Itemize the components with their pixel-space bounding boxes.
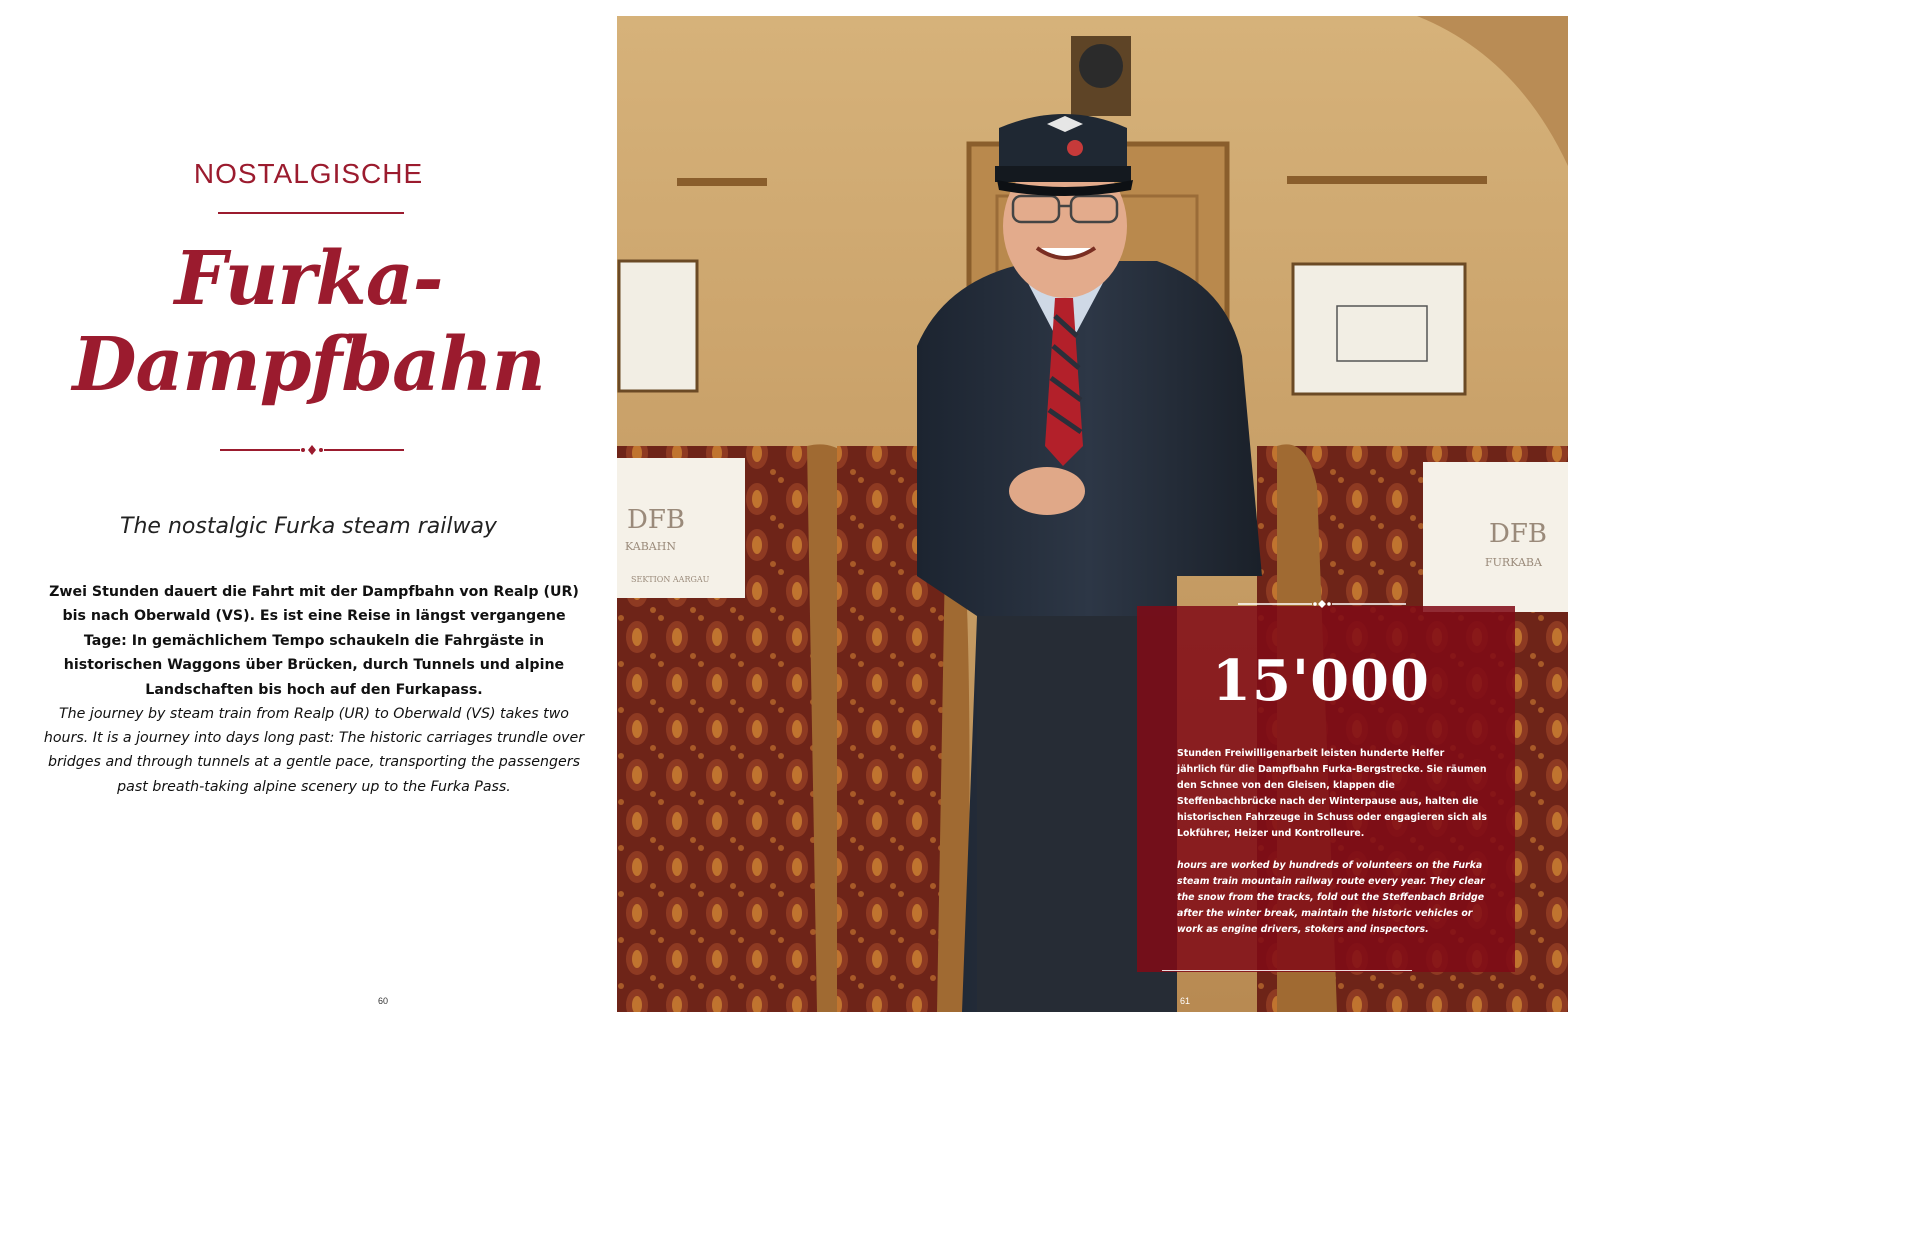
- stat-text-english: hours are worked by hundreds of volunteers on the Furka steam train mountain railway route every year. They clear the snow from the tracks, fold out the Steffenbach Bridge after the winter break, maintain the historic vehicles or work as engine drivers, stokers and inspectors.: [1177, 860, 1485, 935]
- seat-cloth-left-line3: SEKTION AARGAU: [631, 575, 710, 584]
- seat-cloth-right-line1: DFB: [1489, 519, 1547, 549]
- title-line-2: Dampfbahn: [72, 322, 545, 408]
- page-number-right: 61: [1180, 996, 1191, 1006]
- subtitle: The nostalgic Furka steam railway: [120, 514, 497, 539]
- stat-number: 15'000: [1212, 648, 1430, 714]
- heading-rule: [218, 212, 404, 214]
- ornament-divider: [216, 444, 408, 456]
- stat-box-ornament: [1236, 599, 1408, 609]
- page-title: [0, 236, 617, 408]
- stat-text-german: Stunden Freiwilligenarbeit leisten hunderte Helfer jährlich für die Dampfbahn Furka-Bergstrecke. Sie räumen den Schnee von den Gleisen, klappen die Steffenbachbrücke nach der Winterpause aus, halten die historischen Fahrzeuge in Schuss oder engagieren sich als Lokführer, Heizer und Kontrolleure.: [1177, 748, 1487, 839]
- title-line-1: Furka-: [174, 236, 443, 322]
- seat-cloth-left-line1: DFB: [627, 505, 685, 535]
- seat-cloth-left-line2: KABAHN: [625, 540, 676, 553]
- left-page: [0, 0, 617, 1028]
- kicker-heading: NOSTALGISCHE: [193, 158, 424, 189]
- body-text-english: The journey by steam train from Realp (UR) to Oberwald (VS) takes two hours. It is a journey into days long past: The historic carriages trundle over bridges and through tunnels at a gentle pace, transporting the passengers past breath-taking alpine scenery up to the Furka Pass.: [43, 706, 585, 795]
- seat-cloth-right-line2: FURKABA: [1485, 556, 1542, 569]
- body-text-german: Zwei Stunden dauert die Fahrt mit der Dampfbahn von Realp (UR) bis nach Oberwald (VS). Es ist eine Reise in längst vergangene Tage: In gemächlichem Tempo schaukeln die Fahrgäste in historischen Waggons über Brücken, durch Tunnels und alpine Landschaften bis hoch auf den Furkapass.: [49, 584, 579, 698]
- stat-box-bottom-rule: [1162, 970, 1412, 971]
- page-number-left: 60: [378, 996, 389, 1006]
